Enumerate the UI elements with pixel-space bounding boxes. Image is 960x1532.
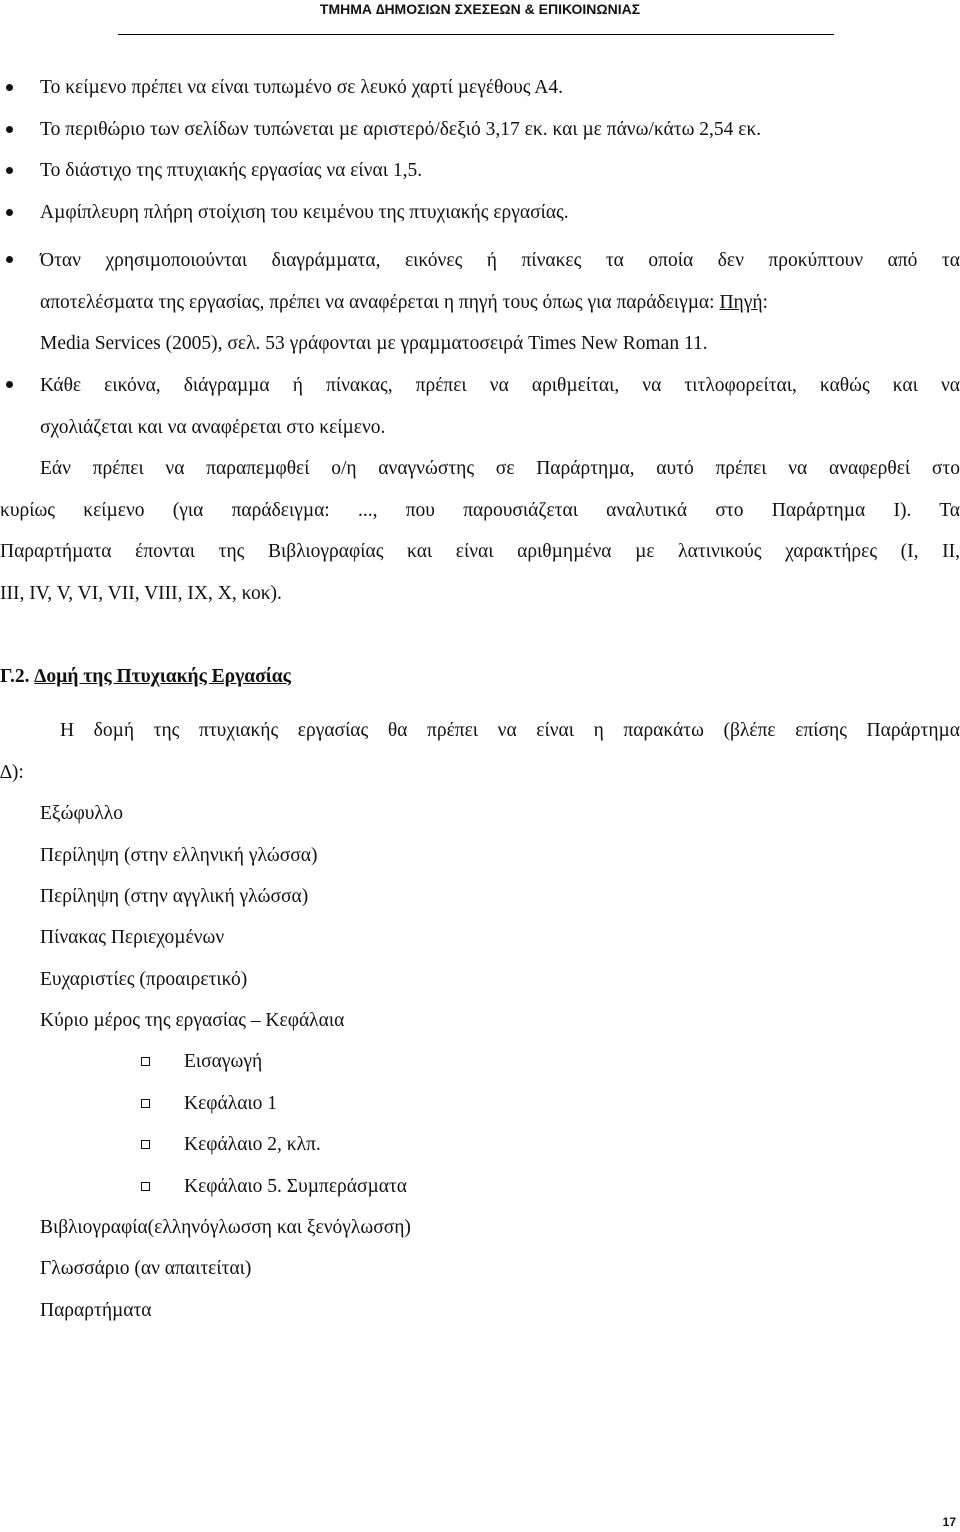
guideline-item: Όταν χρησιµοποιούνται διαγράµµατα, εικόνες ή πίνακες τα οποία δεν προκύπτουν από τα (40, 250, 960, 271)
chapter-item: Κεφάλαιο 5. Συµπεράσµατα (184, 1176, 408, 1197)
guideline-item: Το περιθώριο των σελίδων τυπώνεται µε αριστερό/δεξιό 3,17 εκ. και µε πάνω/κάτω 2,54 εκ. (40, 119, 762, 140)
structure-item: Γλωσσάριο (αν απαιτείται) (40, 1258, 252, 1279)
bullet-icon (6, 84, 13, 91)
guideline-item-continued: σχολιάζεται και να αναφέρεται στο κείµενο. (40, 417, 386, 438)
section-title: ∆οµή της Πτυχιακής Εργασίας (34, 666, 291, 687)
paragraph-line: Παραρτήµατα έπονται της Βιβλιογραφίας και είναι αριθµηµένα µε λατινικούς χαρακτήρες (Ι, ΙΙ, (0, 541, 960, 562)
chapter-item: Κεφάλαιο 1 (184, 1093, 278, 1114)
chapter-item: Κεφάλαιο 2, κλπ. (184, 1134, 321, 1155)
bullet-icon (6, 209, 13, 216)
structure-intro: Η δοµή της πτυχιακής εργασίας θα πρέπει να είναι η παρακάτω (βλέπε επίσης Παράρτηµα (60, 720, 960, 741)
checkbox-icon (141, 1057, 150, 1066)
structure-item: Παραρτήµατα (40, 1300, 152, 1321)
guideline-item-continued: Media Services (2005), σελ. 53 γράφονται µε γραµµατοσειρά Times New Roman 11. (40, 333, 708, 354)
section-heading (0, 664, 291, 690)
checkbox-icon (141, 1140, 150, 1149)
structure-item: Εξώφυλλο (40, 803, 124, 824)
guideline-text: : (762, 292, 768, 313)
paragraph-line: ΙΙΙ, ΙV, V, VI, VII, VIII, IX, X, κοκ). (0, 583, 282, 604)
structure-item: Περίληψη (στην αγγλική γλώσσα) (40, 886, 309, 907)
structure-item: Βιβλιογραφία(ελληνόγλωσση και ξενόγλωσση) (40, 1217, 411, 1238)
header-divider (118, 34, 834, 35)
bullet-icon (6, 256, 13, 263)
guideline-item: Το διάστιχο της πτυχιακής εργασίας να είναι 1,5. (40, 160, 423, 181)
guideline-text: αποτελέσµατα της εργασίας, πρέπει να αναφέρεται η πηγή τους όπως για παράδειγµα: (40, 292, 720, 313)
structure-item: Ευχαριστίες (προαιρετικό) (40, 969, 248, 990)
section-number: Γ.2. (0, 666, 30, 687)
paragraph-line: Εάν πρέπει να παραπεµφθεί ο/η αναγνώστης σε Παράρτηµα, αυτό πρέπει να αναφερθεί στο (40, 458, 960, 479)
structure-item: Πίνακας Περιεχοµένων (40, 927, 225, 948)
guideline-item: Το κείµενο πρέπει να είναι τυπωµένο σε λευκό χαρτί µεγέθους Α4. (40, 77, 564, 98)
paragraph-line: κυρίως κείµενο (για παράδειγµα: ..., που παρουσιάζεται αναλυτικά στο Παράρτηµα Ι). Τα (0, 500, 960, 521)
guideline-item-continued (40, 290, 768, 316)
bullet-icon (6, 126, 13, 133)
checkbox-icon (141, 1099, 150, 1108)
structure-item: Κύριο µέρος της εργασίας – Κεφάλαια (40, 1010, 345, 1031)
guideline-item: Αµφίπλευρη πλήρη στοίχιση του κειµένου της πτυχιακής εργασίας. (40, 202, 569, 223)
structure-item: Περίληψη (στην ελληνική γλώσσα) (40, 845, 318, 866)
guideline-item: Κάθε εικόνα, διάγραµµα ή πίνακας, πρέπει να αριθµείται, να τιτλοφορείται, καθώς και να (40, 375, 960, 396)
running-header: ΤΜΗΜΑ ∆ΗΜΟΣΙΩΝ ΣΧΕΣΕΩΝ & ΕΠΙΚΟΙΝΩΝΙΑΣ (319, 1, 641, 17)
chapter-item: Εισαγωγή (184, 1051, 263, 1072)
bullet-icon (6, 167, 13, 174)
structure-intro-continued: ∆): (0, 762, 24, 783)
source-label: Πηγή (719, 292, 763, 313)
checkbox-icon (141, 1182, 150, 1191)
page-number: 17 (942, 1515, 956, 1529)
bullet-icon (6, 381, 13, 388)
